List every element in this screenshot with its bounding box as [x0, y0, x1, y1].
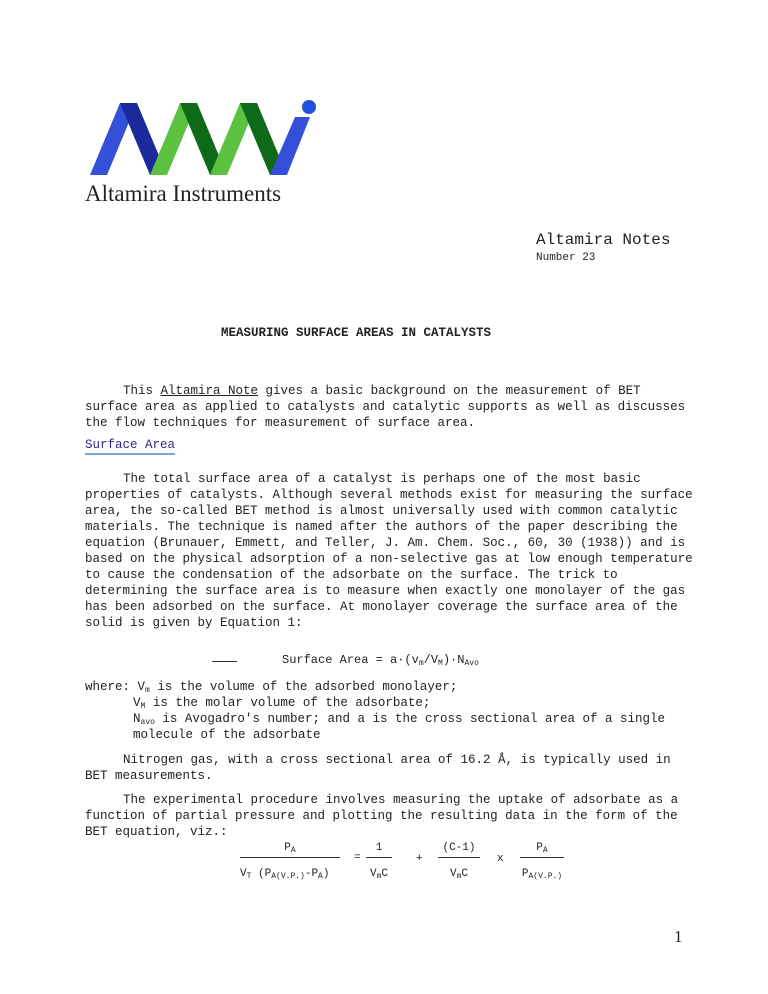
fraction-bar [520, 857, 564, 858]
where-line: molecule of the adsorbate [133, 728, 321, 742]
paragraph-text: The experimental procedure involves measuring the uptake of adsorbate as a function of partial pressure and plotting the resulting data in the form of the BET equation, viz.: [85, 793, 679, 839]
altamira-logo [85, 95, 325, 210]
paragraph-text: Nitrogen gas, with a cross sectional area of 16.2 Å, is typically used in BET measurements. [85, 753, 671, 783]
numerator: $P_A$ [536, 842, 548, 855]
paragraph [85, 471, 695, 631]
plus-sign: + [416, 853, 423, 865]
where-line: where: $V_m$ is the volume of the adsorbed monolayer; [85, 680, 458, 695]
page-number: 1 [674, 927, 683, 946]
equation-1: Surface Area = $a\cdot(v_m/V_M)\cdot N_{Avo}$ [282, 653, 479, 668]
fraction-bar [366, 857, 392, 858]
altamira-note-link[interactable]: Altamira Note [160, 384, 259, 398]
times-sign: x [497, 853, 504, 865]
paragraph [85, 792, 695, 840]
logo-text: Altamira Instruments [85, 181, 282, 206]
where-line: $V_M$ is the molar volume of the adsorbate; [133, 696, 431, 711]
intro-paragraph [85, 383, 695, 431]
numerator: $P_A$ [284, 842, 296, 855]
equation-marker [212, 661, 237, 662]
denominator: $V_mC$ [449, 868, 469, 881]
notes-title: Altamira Notes [536, 231, 671, 249]
equals-sign: = [354, 852, 361, 864]
fraction-bar [438, 857, 480, 858]
intro-text: gives a basic background on the measurement of BET surface area as applied to catalysts and catalytic supports as well as discusses the flow techniques for measurement of surface area. [85, 384, 686, 430]
denominator: $P_{A(V.P.)}$ [521, 868, 563, 881]
document-title: MEASURING SURFACE AREAS IN CATALYSTS [221, 326, 492, 340]
fraction-bar [240, 857, 340, 858]
paragraph-text: The total surface area of a catalyst is perhaps one of the most basic properties of catalysts. Although several methods exist for measuring the surface area, the so-called BET method is almost universally used with common catalytic materials. The technique is named after the authors of the paper describing the equation (Brunauer, Emmett, and Teller, J. Am. Chem. Soc., 60, 30 (1938)) and is based on the physical adsorption of a non-selective gas at low enough temperature to cause the condensation of the adsorbate on the surface. The trick to determining the surface area is to measure when exactly one monolayer of the gas has been adsorbed on the surface. At monolayer coverage the surface area of the solid is given by Equation 1: [85, 472, 693, 630]
notes-number: Number 23 [536, 252, 596, 264]
denominator: $V_mC$ [369, 868, 389, 881]
numerator: (C-1) [442, 842, 476, 854]
section-heading: Surface Area [85, 438, 175, 455]
numerator: 1 [375, 842, 383, 854]
intro-text: This [123, 384, 161, 398]
denominator: $V_T$ $(P_{A(V.P.)}-P_A)$ [240, 868, 330, 881]
where-line: $N_{avo}$ is Avogadro's number; and a is the cross sectional area of a single [133, 712, 666, 727]
paragraph [85, 752, 695, 784]
